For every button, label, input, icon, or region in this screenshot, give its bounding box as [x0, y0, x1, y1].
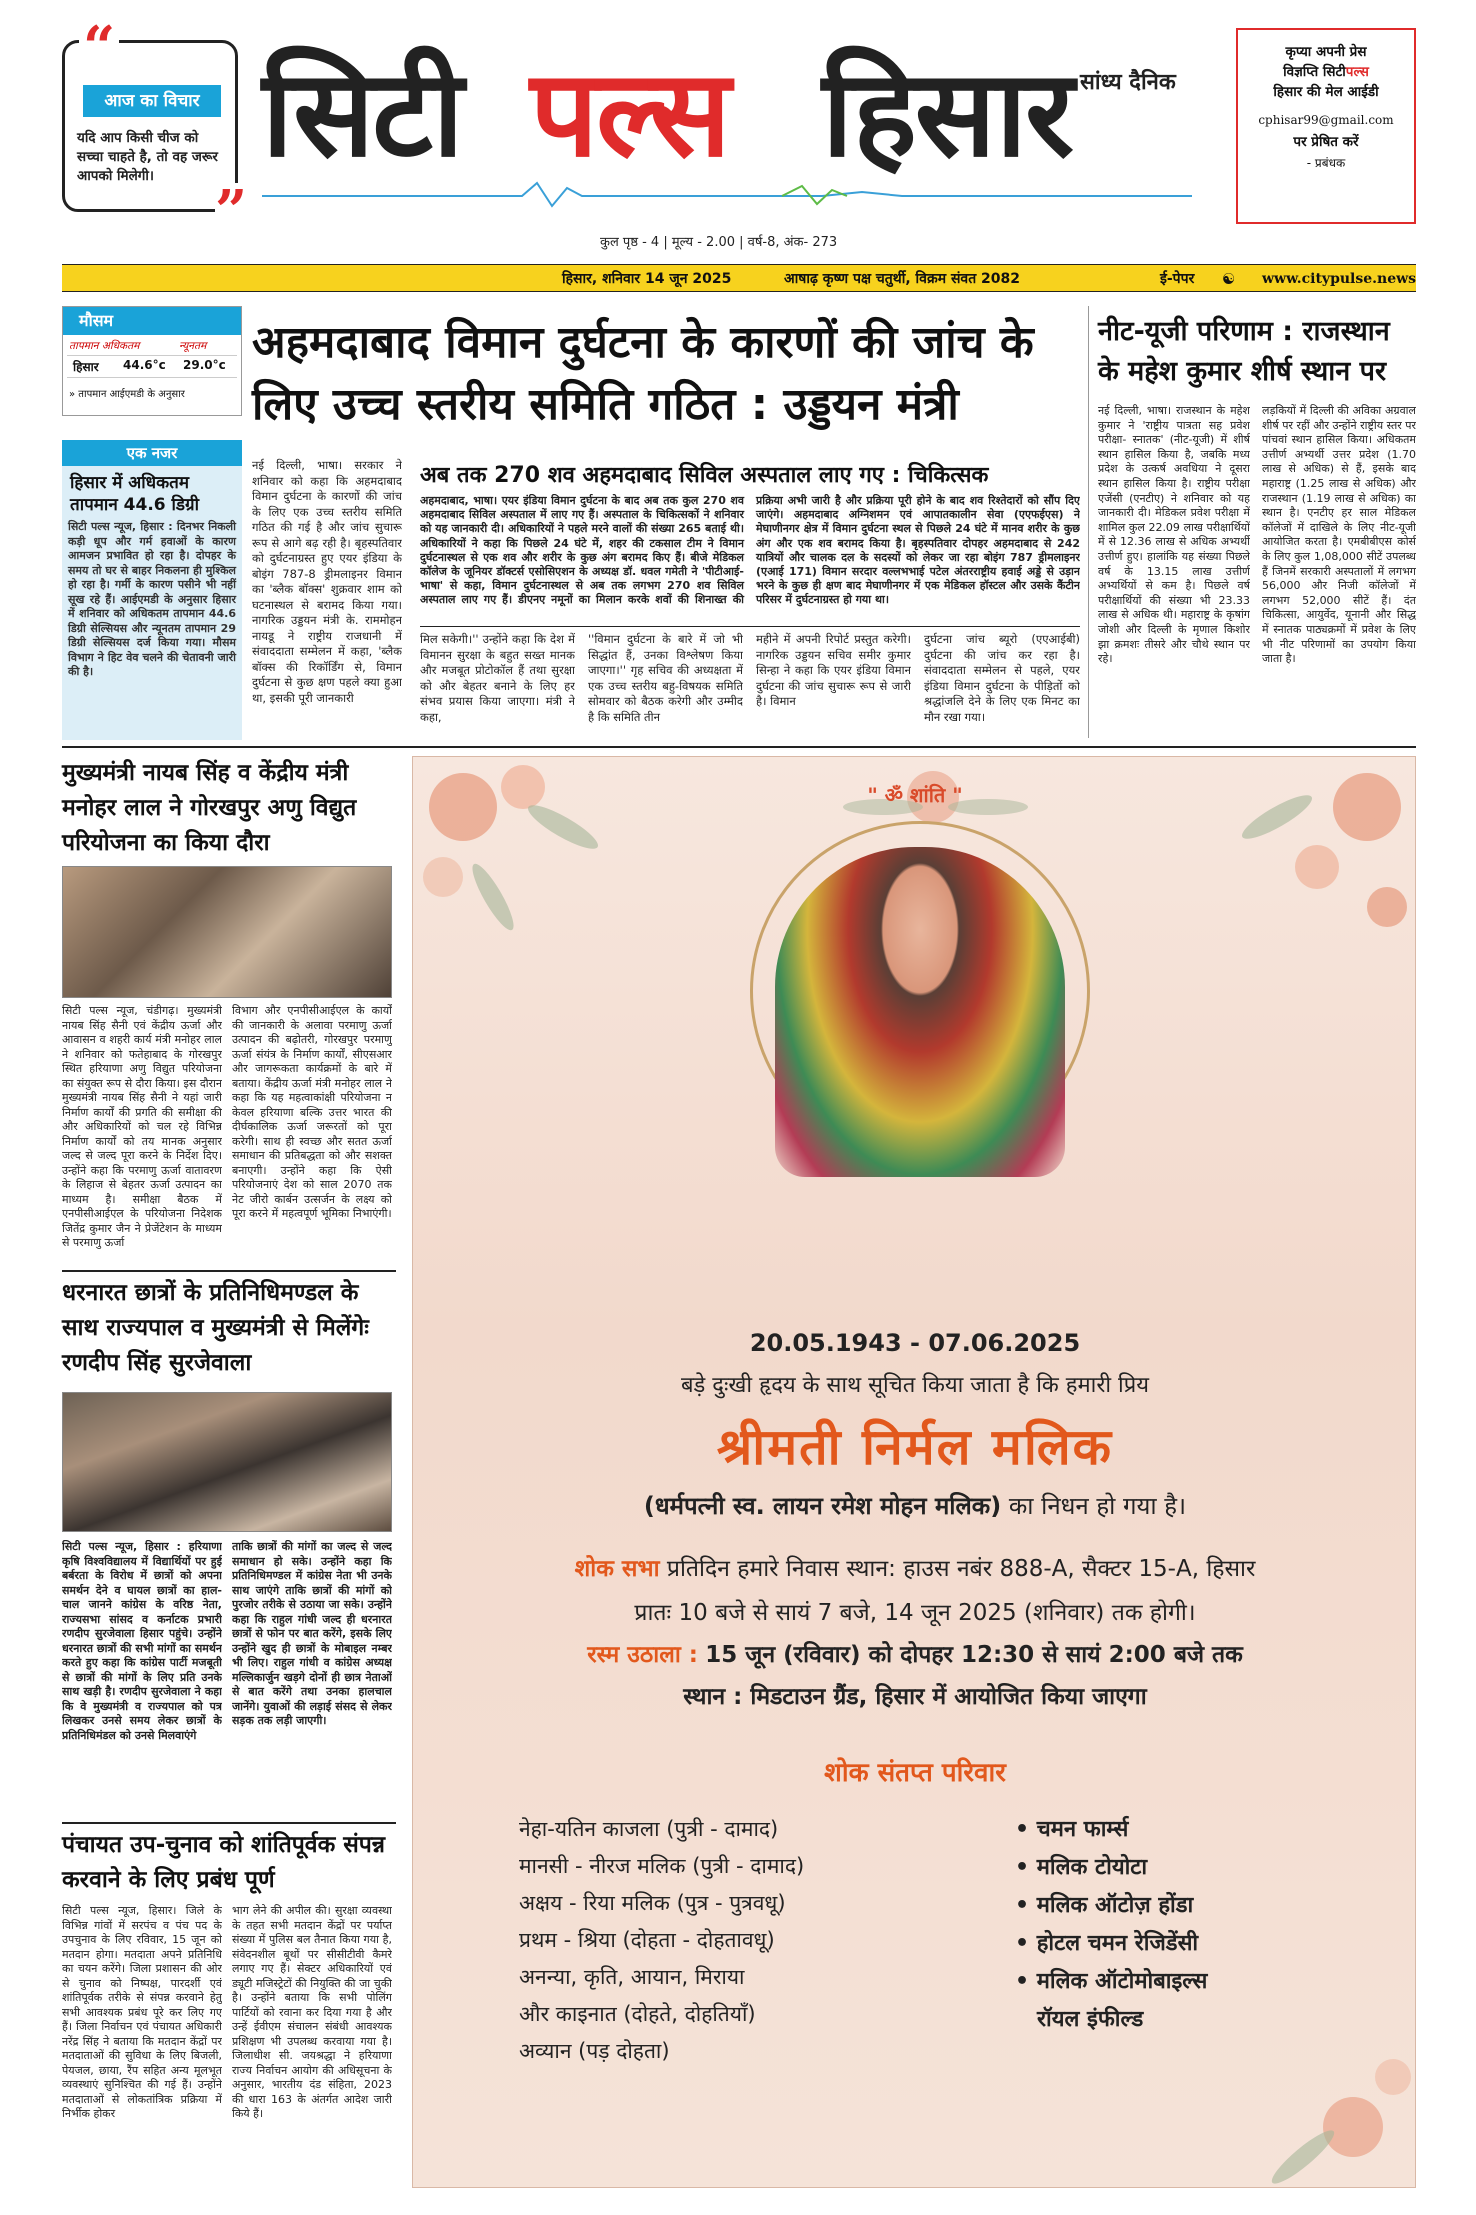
family-member: अक्षय - रिया मलिक (पुत्र - पुत्रवधू) [519, 1891, 786, 1915]
bullet-icon: • [1015, 1931, 1037, 1956]
ek-nazar-body: सिटी पल्स न्यूज, हिसार : दिनभर निकली कड़ी धूप और गर्म हवाओं के कारण आमजन प्रभावित हो रहा है। दोपहर के समय तो घर से बाहर निकलना ही मुश्किल हो रहा है। गर्मी के कारण पसीने भी नहीं सूख रहे हैं। आईएमडी के अनुसार हिसार में शनिवार को अधिकतम तापमान 44.6 डिग्री सेल्सियस और न्यूनतम तापमान 29 डिग्री सेल्सियस दर्ज किया गया। मौसम विभाग ने हिट वेव चलने की चेतावनी जारी की है। [68, 520, 236, 678]
divider [62, 1822, 396, 1824]
weather-col-min: न्यूनतम [179, 340, 207, 352]
lead-col4: महीने में अपनी रिपोर्ट प्रस्तुत करेगी। नागरिक उड्डयन सचिव समीर कुमार सिन्हा ने कहा कि एयर इंडिया विमान दुर्घटना की जांच सुचारू रूप से जारी है। विमान [756, 632, 911, 708]
cm-story-col2: विभाग और एनपीसीआईएल के कार्यों की जानकारी के अलावा परमाणु ऊर्जा उत्पादन की बढ़ोतरी, गोरखपुर परमाणु ऊर्जा संयंत्र के निर्माण कार्यों, सीएसआर और जागरूकता कार्यक्रमों के बारे में बताया। केंद्रीय ऊर्जा मंत्री मनोहर लाल ने कहा कि यह महत्वाकांक्षी परियोजना न केवल हरियाणा बल्कि उत्तर भारत की दीर्घकालिक ऊर्जा जरूरतों को पूरा करेगी। साथ ही स्वच्छ और सतत ऊर्जा समाधान की प्रतिबद्धता को और सशक्त बनाएगी। उन्होंने कहा कि ऐसी परियोजनाएं देश को साल 2070 तक नेट जीरो कार्बन उत्सर्जन के लक्ष्य को पूरा करने में महत्वपूर्ण भूमिका निभाएंगी। [232, 1004, 392, 1220]
tagline: सांध्य दैनिक [1080, 70, 1176, 95]
shok-text: प्रतिदिन हमारे निवास स्थान: हाउस नबंर 888-A, सैक्टर 15-A, हिसार [666, 1556, 1256, 1582]
quote-mark-icon: “ [79, 19, 119, 75]
quote-title: आज का विचार [83, 85, 221, 117]
masthead-meta: कुल पृष्ठ - 4 | मूल्य - 2.00 | वर्ष-8, अंक- 273 [600, 235, 838, 250]
family-member: और काइनात (दोहते, दोहतियाँ) [519, 2002, 756, 2026]
quote-close-icon: ” [215, 178, 248, 244]
column-divider [1088, 306, 1089, 738]
shok-sabha-line [413, 1551, 1416, 1583]
obituary-ad [412, 756, 1416, 2188]
panchayat-story-col2: भाग लेने की अपील की। सुरक्षा व्यवस्था के तहत सभी मतदान केंद्रों पर पर्याप्त संख्या में पुलिस बल तैनात किया गया है, संवेदनशील बूथों पर सीसीटीवी कैमरे लगाए गए हैं। सेक्टर अधिकारियों एवं ड्यूटी मजिस्ट्रेटों की नियुक्ति की जा चुकी है। उन्होंने बताया कि सभी पोलिंग पार्टियों को रवाना कर दिया गया है और उन्हें ईवीएम संचालन संबंधी आवश्यक प्रशिक्षण भी उपलब्ध करवाया गया है। जिलाधीश सी. जयश्रद्धा ने हरियाणा राज्य निर्वाचन आयोग की अधिसूचना के अनुसार, भारतीय दंड संहिता, 2023 की धारा 163 के अंतर्गत आदेश जारी किये हैं। [232, 1904, 392, 2120]
weather-box [62, 306, 242, 416]
cm-story-headline: मुख्यमंत्री नायब सिंह व केंद्रीय मंत्री मनोहर लाल ने गोरखपुर अणु विद्युत परियोजना का किया दौरा [62, 760, 357, 856]
lead-subheadline: अब तक 270 शव अहमदाबाद सिविल अस्पताल लाए गए : चिकित्सक [420, 463, 989, 488]
press-email[interactable]: cphisar99@gmail.com [1258, 113, 1394, 127]
firm-item: रॉयल इंफील्ड [1037, 2007, 1144, 2032]
quote-box [62, 14, 248, 244]
family-member: मानसी - नीरज मलिक (पुत्री - दामाद) [519, 1854, 805, 1878]
lead-headline: अहमदाबाद विमान दुर्घटना के कारणों की जांच के लिए उच्च स्तरीय समिति गठित : उड्डयन मंत्री [252, 317, 1034, 430]
logo-word-city: सिटी [262, 45, 462, 184]
logo-word-hisar: हिसार [822, 45, 1073, 184]
portrait-photo [775, 847, 1065, 1177]
press-sign: - प्रबंधक [1306, 156, 1346, 170]
dharna-story-col2: ताकि छात्रों की मांगों का जल्द से जल्द समाधान हो सके। उन्होंने कहा कि प्रतिनिधिमण्डल में कांग्रेस नेता भी उनके साथ जाएंगे ताकि छात्रों की मांगों को पुरजोर तरीके से उठाया जा सके। उन्होंने कहा कि राहुल गांधी जल्द ही धरनारत छात्रों से फोन पर बात करेंगे, इसके लिए उन्होंने खुद ही छात्रों के मोबाइल नम्बर भी लिए। राहुल गांधी व कांग्रेस अध्यक्ष मल्लिकार्जुन खड़गे दोनों ही छात्र नेताओं से बात करेंगे तथा उनका हालचाल जानेंगे। युवाओं की लड़ाई संसद से लेकर सड़क तक लड़ी जाएगी। [232, 1540, 392, 1727]
obituary-intro: बड़े दुःखी हृदय के साथ सूचित किया जाता है कि हमारी प्रिय [680, 1373, 1150, 1398]
family-member: अव्यान (पड़ दोहता) [519, 2039, 670, 2063]
firm-item: • चमन फार्म्स [1015, 1817, 1129, 1842]
panchayat-story-col1: सिटी पल्स न्यूज, हिसार। जिले के विभिन्न गांवों में सरपंच व पंच पद के उपचुनाव के लिए रविवार, 15 जून को मतदान होगा। मतदाता अपने प्रतिनिधि का चयन करेंगे। जिला प्रशासन की ओर से चुनाव को निष्पक्ष, पारदर्शी एवं शांतिपूर्वक तरीके से संपन्न करवाने हेतु सभी आवश्यक प्रबंध पूरे कर लिए गए हैं। जिला निर्वाचन एवं पंचायत अधिकारी नरेंद्र सिंह ने बताया कि मतदान केंद्रों पर मतदाताओं की सुविधा के लिए बिजली, पेयजल, छाया, रैंप सहित अन्य मूलभूत व्यवस्थाएं सुनिश्चित की गई हैं। उन्होंने मतदाताओं से लोकतांत्रिक प्रक्रिया में निर्भीक होकर [62, 1904, 222, 2120]
quote-text: यदि आप किसी चीज को सच्चा चाहते है, तो वह जरूर आपको मिलेगी। [77, 130, 218, 184]
family-member: नेहा-यतिन काजला (पुत्री - दामाद) [519, 1817, 779, 1841]
dateline-panchang: आषाढ़ कृष्ण पक्ष चतुर्थी, विक्रम संवत 2082 [784, 271, 1021, 287]
dateline-bar [62, 264, 1416, 292]
rasm-text: 15 जून (रविवार) को दोपहर 12:30 से सायं 2:00 बजे तक [705, 1642, 1243, 1668]
shok-label: शोक सभा [574, 1556, 660, 1582]
ek-nazar-label: एक नजर [62, 440, 242, 466]
panchayat-story-headline: पंचायत उप-चुनाव को शांतिपूर्वक संपन्न करवाने के लिए प्रबंध पूर्ण [62, 1832, 385, 1893]
rasm-label: रस्म उठाला : [587, 1642, 698, 1668]
press-line2: विज्ञप्ति सिटी [1283, 64, 1346, 80]
family-list [519, 1811, 979, 2070]
neet-headline: नीट-यूजी परिणाम : राजस्थान के महेश कुमार शीर्ष स्थान पर [1098, 316, 1390, 387]
dharna-story-photo [62, 1392, 392, 1532]
obituary-name: श्रीमती निर्मल मलिक [716, 1418, 1114, 1476]
weather-min: 29.0°c [183, 358, 226, 372]
weather-col-max: तापमान अधिकतम [69, 340, 140, 352]
firm-item: • मलिक ऑटोमोबाइल्स [1015, 1969, 1208, 1994]
weather-city: हिसार [73, 360, 99, 374]
firms-list [1015, 1811, 1335, 2039]
dharna-story-col1: सिटी पल्स न्यूज, हिसार : हरियाणा कृषि विश्वविद्यालय में विद्यार्थियों पर हुई बर्बरता के विरोध में छात्रों को अपना समर्थन देने व घायल छात्रों का हाल-चाल जानने कांग्रेस के वरिष्ठ नेता, राज्यसभा सांसद व कर्नाटक प्रभारी रणदीप सुरजेवाला हिसार पहुंचे। उन्होंने धरनारत छात्रों की सभी मांगों का समर्थन करते हुए कहा कि कांग्रेस पार्टी मजबूती से छात्रों की मांगों के लिए प्रति उनके साथ खड़ी है। रणदीप सुरजेवाला ने कहा कि वे मुख्यमंत्री व राज्यपाल को पत्र लिखकर उनसे समय लेकर छात्रों के प्रतिनिधिमंडल को उनसे मिलवाएंगे [62, 1540, 222, 1742]
masthead-logo [262, 28, 1192, 228]
family-member: अनन्या, कृति, आयान, मिराया [519, 1965, 745, 1989]
lead-col2: मिल सकेगी।'' उन्होंने कहा कि देश में विमानन सुरक्षा के बहुत सख्त मानक और मजबूत प्रोटोकॉल हैं तथा सुरक्षा को और बेहतर बनाने के लिए हर संभव प्रयास किया जाएगा। मंत्री ने कहा, [420, 632, 575, 724]
bullet-icon: • [1015, 1969, 1037, 1994]
firm-item: • मलिक ऑटोज़ होंडा [1015, 1893, 1194, 1918]
firm-item: • मलिक टोयोटा [1015, 1855, 1148, 1880]
ek-nazar-title: हिसार में अधिकतम तापमान 44.6 डिग्री [70, 473, 200, 515]
neet-col1: नई दिल्ली, भाषा। राजस्थान के महेश कुमार ने 'राष्ट्रीय पात्रता सह प्रवेश परीक्षा- स्नातक' (नीट-यूजी) में शीर्ष स्थान हासिल किया है, जबकि मध्य प्रदेश के उत्कर्ष अवधिया ने दूसरा स्थान हासिल किया है। राष्ट्रीय परीक्षा एजेंसी (एनटीए) ने शनिवार को यह जानकारी दी। मेडिकल प्रवेश परीक्षा में शामिल कुल 22.09 लाख परीक्षार्थियों में से 12.36 लाख से अधिक अभ्यर्थी उत्तीर्ण हुए। हालांकि यह संख्या पिछले वर्ष के 13.15 लाख उत्तीर्ण अभ्यर्थियों से कम है। पिछले वर्ष परीक्षार्थियों की संख्या भी 23.33 लाख से अधिक थी। महाराष्ट्र के कृषांग जोशी और दिल्ली के मृणाल किशोर झा क्रमशः तीसरे और चौथे स्थान पर रहे। [1098, 404, 1250, 666]
bullet-icon: • [1015, 1893, 1037, 1918]
divider [62, 1270, 396, 1272]
cm-story-col1: सिटी पल्स न्यूज, चंडीगढ़। मुख्यमंत्री नायब सिंह सैनी एवं केंद्रीय ऊर्जा और आवासन व शहरी कार्य मंत्री मनोहर लाल ने शनिवार को फतेहाबाद के गोरखपुर स्थित हरियाणा अणु विद्युत परियोजना का संयुक्त रूप से दौरा किया। इस दौरान मुख्यमंत्री नायब सिंह सैनी ने यहां जारी निर्माण कार्यों की प्रगति की समीक्षा की और अधिकारियों को चल रहे विभिन्न निर्माण कार्यों को तय मानक अनुसार जल्द से जल्द पूरा करने के निर्देश दिए। उन्होंने कहा कि परमाणु ऊर्जा वातावरण के लिहाज से बेहतर ऊर्जा उत्पादन का माध्यम है। समीक्षा बैठक में एनपीसीआईएल के परियोजना निदेशक जितेंद्र कुमार जैन ने प्रेजेंटेशन के माध्यम से परमाणु ऊर्जा [62, 1004, 222, 1249]
lead-col3: ''विमान दुर्घटना के बारे में जो भी सिद्धांत हैं, उनका विश्लेषण किया जाएगा।'' गृह सचिव की अध्यक्षता में एक उच्च स्तरीय बहु-विषयक समिति सोमवार को बैठक करेगी और उम्मीद है कि समिति तीन [588, 632, 743, 724]
family-title: शोक संतप्त परिवार [824, 1758, 1006, 1788]
dateline-website[interactable]: www.citypulse.news [1262, 271, 1417, 287]
firm-item: • होटल चमन रेजिडेंसी [1015, 1931, 1199, 1956]
ek-nazar-box [62, 440, 242, 740]
divider [420, 626, 1080, 627]
rasm-venue: स्थान : मिडटाउन ग्रैंड, हिसार में आयोजित किया जाएगा [683, 1684, 1147, 1710]
obituary-relation [413, 1489, 1416, 1522]
dateline-date: हिसार, शनिवार 14 जून 2025 [562, 271, 732, 287]
relation-text: (धर्मपत्नी स्व. लायन रमेश मोहन मलिक) [643, 1492, 1002, 1520]
rasm-line [413, 1637, 1416, 1669]
press-line2-highlight: पल्स [1345, 64, 1369, 80]
weather-title: मौसम [63, 307, 241, 335]
obituary-dates: 20.05.1943 - 07.06.2025 [749, 1329, 1081, 1357]
dateline-epaper: ई-पेपर [1160, 271, 1195, 287]
cm-story-photo [62, 866, 392, 998]
lead-subbody: अहमदाबाद, भाषा। एयर इंडिया विमान दुर्घटना के बाद अब तक कुल 270 शव अहमदाबाद सिविल अस्पताल में लाए गए हैं। अस्पताल के चिकित्सकों ने शनिवार को यह जानकारी दी। अधिकारियों ने पहले मरने वालों की संख्या 265 बताई थी। अधिकारियों ने कहा कि पिछले 24 घंटे में, शहर की टकसाल टीम ने विमान दुर्घटनास्थल से एक शव और शरीर के कुछ अंग बरामद किए हैं। बीजे मेडिकल कॉलेज के जूनियर डॉक्टर्स एसोसिएशन के अध्यक्ष डॉ. धवल गमेती ने 'पीटीआई-भाषा' से कहा, विमान दुर्घटनास्थल से अब तक लगभग 270 शव सिविल अस्पताल लाए गए हैं। डीएनए नमूनों का मिलान करके शवों की शिनाख्त की प्रक्रिया अभी जारी है और प्रक्रिया पूरी होने के बाद शव रिश्तेदारों को सौंप दिए जाएंगे। अहमदाबाद अग्निशमन एवं आपातकालीन सेवा (एएफईएस) ने मेघाणीनगर क्षेत्र में विमान दुर्घटना स्थल से पिछले 24 घंटे में मानव शरीर के कुछ अंग और एक शव बरामद किया है। बृहस्पतिवार दोपहर अहमदाबाद से 242 यात्रियों और चालक दल के सदस्यों को लेकर जा रहा बोइंग 787 ड्रीमलाइनर (एआई 171) विमान सरदार वल्लभभाई पटेल अंतरराष्ट्रीय हवाई अड्डे से उड़ान भरने के कुछ ही क्षण बाद मेघाणीनगर में एक मेडिकल हॉस्टल और उसके कैंटीन परिसर में दुर्घटनाग्रस्त हो गया था। [420, 494, 1080, 607]
pulse-line-icon [262, 178, 1192, 208]
press-line1: कृप्या अपनी प्रेस [1285, 44, 1367, 60]
om-shanti: " ॐ शांति " [867, 783, 963, 807]
press-box [1236, 28, 1416, 224]
shok-sabha-time: प्रातः 10 बजे से सायं 7 बजे, 14 जून 2025 (शनिवार) तक होगी। [634, 1600, 1196, 1626]
lead-col5: दुर्घटना जांच ब्यूरो (एएआईबी) दुर्घटना की जांच कर रहा है। संवाददाता सम्मेलन से पहले, एयर इंडिया विमान दुर्घटना के पीड़ितों को श्रद्धांजलि देने के लिए एक मिनट का मौन रखा गया। [924, 632, 1080, 724]
dharna-story-headline: धरनारत छात्रों के प्रतिनिधिमण्डल के साथ राज्यपाल व मुख्यमंत्री से मिलेंगेः रणदीप सिंह सुरजेवाला [62, 1280, 369, 1376]
press-line3: हिसार की मेल आईडी [1273, 84, 1379, 100]
logo-word-pulse: पल्स [530, 45, 729, 184]
lead-col1: नई दिल्ली, भाषा। सरकार ने शनिवार को कहा कि अहमदाबाद विमान दुर्घटना के कारणों की जांच के लिए एक उच्च स्तरीय समिति गठित की गई है और जांच सुचारू रूप से आगे बढ़ रही है। बृहस्पतिवार को दुर्घटनाग्रस्त हुए एयर इंडिया के बोइंग 787-8 ड्रीमलाइनर विमान का 'ब्लैक बॉक्स' शुक्रवार शाम को घटनास्थल से बरामद किया गया। नागरिक उड्डयन मंत्री के. राममोहन नायडू ने राष्ट्रीय राजधानी में संवाददाता सम्मेलन में कहा, 'ब्लैक बॉक्स की रिकॉर्डिंग से, विमान दुर्घटना से कुछ क्षण पहले क्या हुआ था, इसकी पूरी जानकारी [252, 458, 402, 705]
weather-source: » तापमान आईएमडी के अनुसार [69, 389, 185, 400]
press-line4: पर प्रेषित करें [1293, 134, 1359, 150]
weather-max: 44.6°c [123, 358, 166, 372]
family-member: प्रथम - श्रिया (दोहता - दोहतावधू) [519, 1928, 775, 1952]
horizontal-divider [62, 746, 1416, 748]
bullet-icon: • [1015, 1855, 1037, 1880]
neet-col2: लड़कियों में दिल्ली की अविका अग्रवाल शीर्ष पर रहीं और उन्होंने राष्ट्रीय स्तर पर पांचवां स्थान हासिल किया। अधिकतम उत्तीर्ण अभ्यर्थी उत्तर प्रदेश (1.70 लाख से अधिक) से हैं, इसके बाद महाराष्ट्र (1.25 लाख से अधिक) और राजस्थान (1.19 लाख से अधिक) का स्थान है। एनटीए हर साल मेडिकल कॉलेजों में दाखिले के लिए नीट-यूजी आयोजित करता है। एमबीबीएस कोर्स के लिए कुल 1,08,000 सीटें उपलब्ध हैं जिनमें सरकारी अस्पतालों में लगभग 56,000 और निजी कॉलेजों में लगभग 52,000 सीटें हैं। दंत चिकित्सा, आयुर्वेद, यूनानी और सिद्ध में स्नातक पाठ्यक्रमों में प्रवेश के लिए भी नीट परिणामों का उपयोग किया जाता है। [1262, 404, 1416, 666]
bullet-icon: • [1015, 1817, 1037, 1842]
globe-icon: ☯ [1222, 270, 1236, 288]
relation-suffix: का निधन हो गया है। [1008, 1492, 1187, 1520]
